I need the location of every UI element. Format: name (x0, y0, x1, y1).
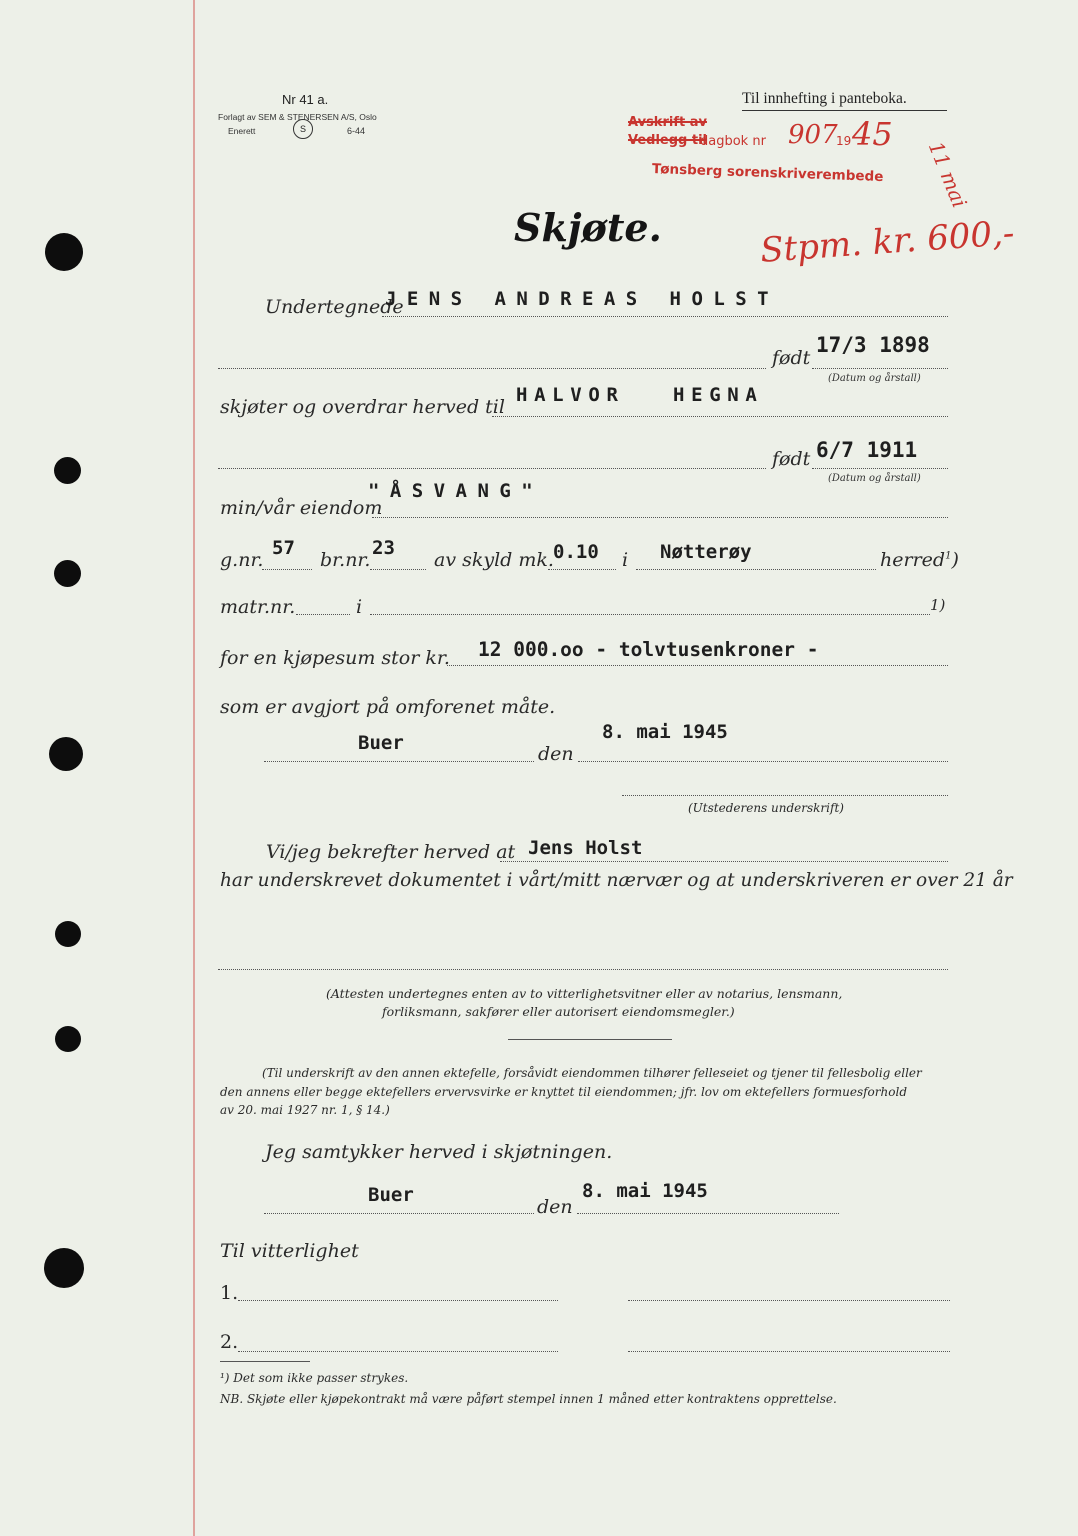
stamp-duty: Stpm. kr. 600,- (758, 213, 1016, 271)
stamp-year-prefix: 19 (836, 134, 852, 148)
witness-2-line-a (238, 1351, 558, 1352)
stamp-date-note: 11 mai (923, 138, 972, 212)
witness-1-line-b (628, 1300, 950, 1301)
date-line (578, 761, 948, 762)
stamp-office: Tønsberg sorenskriverembede (651, 160, 884, 186)
witness-1-line-a (238, 1300, 558, 1301)
gnr-line (262, 569, 312, 570)
matr-label: matr.nr. (220, 596, 296, 618)
stamp-copy-of: Avskrift av (628, 115, 707, 130)
property-label: min/vår eiendom (220, 497, 383, 519)
footnote-nb: NB. Skjøte eller kjøpekontrakt må være påført stempel innen 1 måned etter kontraktens opprettelse. (220, 1392, 837, 1406)
settled-note: som er avgjort på omforenet måte. (220, 696, 556, 718)
stamp-year: 45 (852, 115, 893, 153)
property-line (372, 517, 948, 518)
witness-2-line-b (628, 1351, 950, 1352)
attestation-text: har underskrevet dokumentet i vårt/mitt nærvær og at underskriveren er over 21 år (220, 870, 1013, 891)
binder-hole (55, 1026, 81, 1052)
matr-herred-line (370, 614, 930, 615)
attestation-name: Jens Holst (528, 837, 643, 859)
seller-continuation-line (218, 368, 766, 369)
witness-label: Til vitterlighet (220, 1240, 359, 1262)
seller-born-line (812, 368, 948, 369)
matr-line (296, 614, 350, 615)
buyer-born-date: 6/7 1911 (816, 438, 918, 462)
footnote-1: ¹) Det som ikke passer strykes. (220, 1371, 409, 1385)
signing-place: Buer (358, 732, 404, 754)
buyer-label: skjøter og overdrar herved til (220, 396, 505, 418)
seller-line (382, 316, 948, 317)
herred-label: herred$^1$) (880, 549, 959, 571)
binding-note-underline (742, 110, 947, 111)
buyer-born-line (812, 468, 948, 469)
buyer-born-note: (Datum og årstall) (828, 473, 921, 484)
binder-hole (49, 737, 83, 771)
binding-note: Til innhefting i panteboka. (742, 90, 907, 107)
attestation-line (500, 861, 948, 862)
herred-name: Nøtterøy (660, 541, 752, 563)
spouse-date: 8. mai 1945 (582, 1180, 708, 1202)
spouse-date-line (577, 1213, 839, 1214)
binder-hole (54, 560, 81, 587)
skyld-line (548, 569, 616, 570)
seller-born-note: (Datum og årstall) (828, 373, 921, 384)
brnr-line (370, 569, 426, 570)
spouse-place-line (264, 1213, 534, 1214)
enerett: Enerett (228, 126, 256, 136)
brnr-label: br.nr. (320, 549, 371, 571)
footnote-divider (220, 1361, 310, 1362)
matr-footnote-ref: 1) (930, 596, 946, 614)
price-value: 12 000.oo - tolvtusenkroner - (478, 638, 819, 661)
binder-hole (55, 921, 81, 947)
form-number: Nr 41 a. (282, 92, 329, 107)
signing-date: 8. mai 1945 (602, 721, 728, 743)
section-divider (508, 1039, 672, 1040)
stamp-journal-number: 907 (788, 120, 838, 150)
stamp-appendix-to: Vedlegg til (628, 133, 708, 148)
herred-line (636, 569, 876, 570)
stamp-journal-label: dagbok nr (700, 134, 766, 149)
signature-line (622, 795, 948, 796)
spouse-den-label: den (537, 1196, 573, 1218)
witness-1-number: 1. (220, 1282, 239, 1304)
signing-den-label: den (538, 743, 574, 765)
witness-2-number: 2. (220, 1331, 239, 1353)
attestation-note-1: (Attesten undertegnes enten av to vitterlighetsvitner eller av notarius, lensmann, (326, 986, 843, 1001)
herred-i-label: i (622, 549, 629, 571)
property-name: "ÅSVANG" (368, 480, 544, 502)
seller-born-date: 17/3 1898 (816, 333, 930, 357)
spouse-place: Buer (368, 1184, 414, 1206)
signature-note: (Utstederens underskrift) (688, 801, 844, 815)
attestation-note-2: forliksmann, sakfører eller autorisert eiendomsmegler.) (382, 1004, 735, 1019)
binder-hole (44, 1248, 84, 1288)
margin-line (193, 0, 195, 1536)
spouse-consent: Jeg samtykker herved i skjøtningen. (265, 1141, 613, 1163)
seller-label: Undertegnede (265, 296, 404, 318)
buyer-born-label: født (772, 448, 811, 470)
buyer-continuation-line (218, 468, 766, 469)
skyld-value: 0.10 (553, 541, 599, 563)
attestation-signature-line (218, 969, 948, 970)
gnr-label: g.nr. (220, 549, 264, 571)
publisher-logo: S (293, 119, 313, 139)
skyld-label: av skyld mk. (434, 549, 554, 571)
seller-born-label: født (772, 347, 811, 369)
buyer-line (492, 416, 948, 417)
price-line (447, 665, 948, 666)
buyer-name: HALVOR HEGNA (516, 384, 764, 406)
spouse-note-1: (Til underskrift av den annen ektefelle, forsåvidt eiendommen tilhører felleseiet og tjener til fellesbolig eller (262, 1066, 922, 1080)
print-date: 6-44 (347, 126, 366, 136)
seller-name: JENS ANDREAS HOLST (385, 288, 780, 310)
brnr-value: 23 (372, 537, 395, 559)
gnr-value: 57 (272, 537, 295, 559)
spouse-note-3: av 20. mai 1927 nr. 1, § 14.) (220, 1103, 390, 1117)
document-title: Skjøte. (514, 205, 662, 250)
matr-i-label: i (356, 596, 363, 618)
price-label: for en kjøpesum stor kr. (220, 647, 450, 669)
place-line (264, 761, 534, 762)
binder-hole (54, 457, 81, 484)
binder-hole (45, 233, 83, 271)
spouse-note-2: den annens eller begge ektefellers ervervsvirke er knyttet til eiendommen; jfr. lov om ektefellers formuesforhold (220, 1085, 907, 1099)
attestation-label: Vi/jeg bekrefter herved at (266, 841, 516, 863)
publisher: Forlagt av SEM & STENERSEN A/S, Oslo (218, 112, 377, 122)
